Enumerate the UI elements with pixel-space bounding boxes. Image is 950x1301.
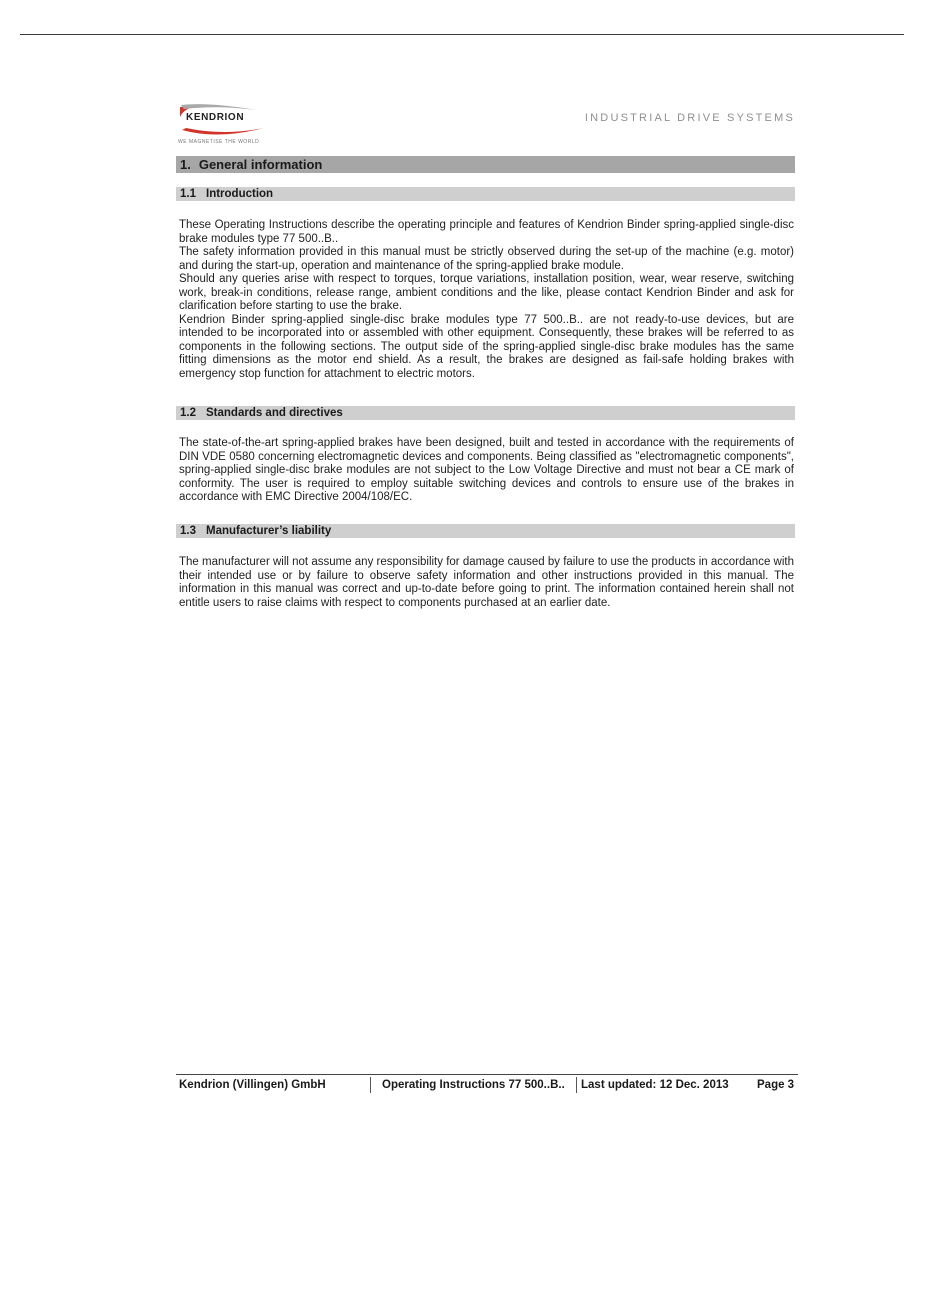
standards-body <box>179 437 794 505</box>
kendrion-logo <box>178 104 278 150</box>
paragraph: Should any queries arise with respect to torques, torque variations, installation position, wear, wear reserve, switching work, break-in conditions, release range, ambient conditions and the like, please contact Kendrion Binder and ask for clarification before starting to use the brake. <box>179 273 794 312</box>
subsection-title: Introduction <box>206 188 274 200</box>
footer-doc-title: Operating Instructions 77 500..B.. <box>382 1079 565 1091</box>
subsection-heading-liability <box>176 524 795 538</box>
paragraph: Kendrion Binder spring-applied single-disc brake modules type 77 500..B.. are not ready-to-use devices, but are intended to be incorporated into or assembled with other equipment. Consequently, these brakes will be referred to as components in the following sections. The output side of the spring-applied single-disc brake modules has the same fitting dimensions as the motor end shield. As a result, the brakes are designed as fail-safe holding brakes with emergency stop function for attachment to electric motors. <box>179 313 794 380</box>
logo-wordmark: KENDRION <box>186 112 245 123</box>
paragraph: These Operating Instructions describe the operating principle and features of Kendrion Binder spring-applied single-disc brake modules type 77 500..B.. <box>179 219 794 245</box>
footer-separator <box>370 1077 371 1093</box>
header-division-title: INDUSTRIAL DRIVE SYSTEMS <box>584 112 795 124</box>
footer-updated: Last updated: 12 Dec. 2013 <box>581 1079 729 1091</box>
section-title: General information <box>198 157 323 172</box>
introduction-body <box>179 219 794 381</box>
section-number: 1. <box>180 157 191 172</box>
subsection-title: Manufacturer’s liability <box>206 525 332 537</box>
subsection-number: 1.1 <box>180 188 196 200</box>
footer-separator <box>576 1077 577 1093</box>
subsection-number: 1.3 <box>180 525 196 537</box>
footer-rule <box>176 1074 798 1075</box>
subsection-number: 1.2 <box>180 407 196 419</box>
footer-page-number: Page 3 <box>757 1079 795 1091</box>
section-heading <box>176 156 795 173</box>
subsection-heading-standards <box>176 406 795 420</box>
paragraph: The state-of-the-art spring-applied brakes have been designed, built and tested in accordance with the requirements of DIN VDE 0580 concerning electromagnetic devices and components. Being classified as "electromagnetic components", spring-applied single-disc brake modules are not subject to the Low Voltage Directive and must not bear a CE mark of conformity. The user is required to employ suitable switching devices and controls to ensure use of the brakes in accordance with EMC Directive 2004/108/EC. <box>179 437 794 503</box>
paragraph: The safety information provided in this manual must be strictly observed during the set-up of the machine (e.g. motor) and during the start-up, operation and maintenance of the spring-applied brake module. <box>179 246 794 272</box>
liability-body <box>179 556 794 610</box>
top-rule <box>20 34 904 35</box>
logo-tagline: WE MAGNETISE THE WORLD <box>178 139 260 145</box>
paragraph: The manufacturer will not assume any responsibility for damage caused by failure to use the products in accordance with their intended use or by failure to observe safety information and other instructions provided in this manual. The information in this manual was correct and up-to-date before going to print. The information contained herein shall not entitle users to raise claims with respect to components purchased at an earlier date. <box>179 556 794 609</box>
subsection-heading-introduction <box>176 187 795 201</box>
footer-company: Kendrion (Villingen) GmbH <box>179 1079 326 1091</box>
subsection-title: Standards and directives <box>206 407 343 419</box>
